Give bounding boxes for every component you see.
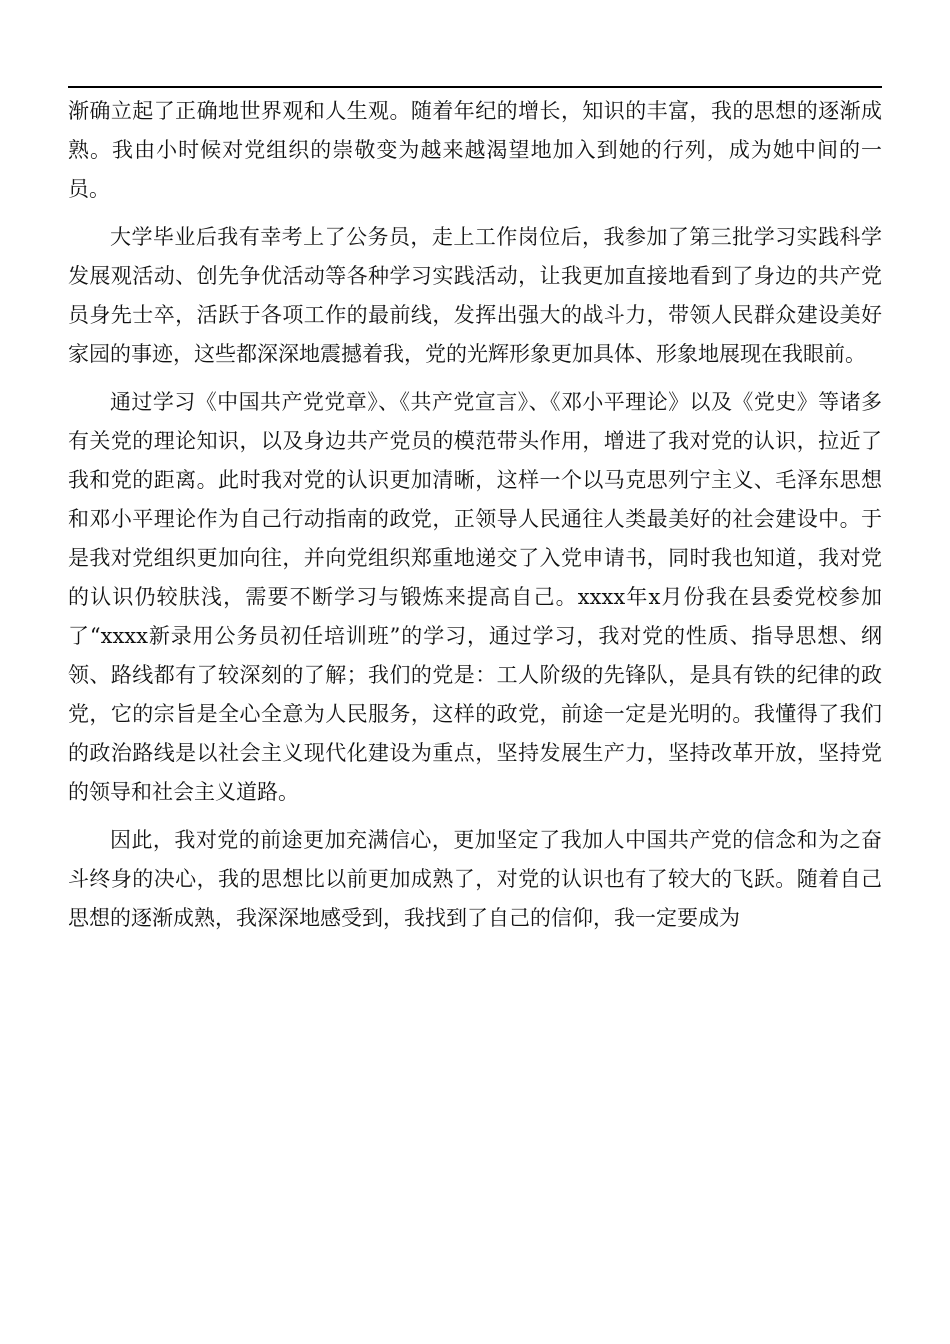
paragraph-party-study: 通过学习《中国共产党党章》、《共产党宣言》、《邓小平理论》以及《党史》等诸多有关党的理论知识，以及身边共产党员的模范带头作用，增进了我对党的认识，拉近了我和党的距离。此时我对党的认识更加清晰，这样一个以马克思列宁主义、毛泽东思想和邓小平理论作为自己行动指南的政党，正领导人民通往人类最美好的社会建设中。于是我对党组织更加向往，并向党组织郑重地递交了入党申请书，同时我也知道，我对党的认识仍较肤浅，需要不断学习与锻炼来提高自己。xxxx年x月份我在县委党校参加了“xxxx新录用公务员初任培训班”的学习，通过学习，我对党的性质、指导思想、纲领、路线都有了较深刻的了解；我们的党是：工人阶级的先锋队，是具有铁的纪律的政党，它的宗旨是全心全意为人民服务，这样的政党，前途一定是光明的。我懂得了我们的政治路线是以社会主义现代化建设为重点，坚持发展生产力，坚持改革开放，坚持党的领导和社会主义道路。 bbox=[68, 390, 882, 804]
paragraph-continuation: 渐确立起了正确地世界观和人生观。随着年纪的增长，知识的丰富，我的思想的逐渐成熟。我由小时候对党组织的崇敬变为越来越渴望地加入到她的行列，成为她中间的一员。 bbox=[68, 99, 882, 201]
paragraph-civil-service: 大学毕业后我有幸考上了公务员，走上工作岗位后，我参加了第三批学习实践科学发展观活动、创先争优活动等各种学习实践活动，让我更加直接地看到了身边的共产党员身先士卒，活跃于各项工作的最前线，发挥出强大的战斗力，带领人民群众建设美好家园的事迹，这些都深深地震撼着我，党的光辉形象更加具体、形象地展现在我眼前。 bbox=[68, 225, 882, 366]
header-rule bbox=[68, 86, 882, 88]
document-body bbox=[68, 92, 882, 947]
paragraph-conviction: 因此，我对党的前途更加充满信心，更加坚定了我加人中国共产党的信念和为之奋斗终身的决心，我的思想比以前更加成熟了，对党的认识也有了较大的飞跃。随着自己思想的逐渐成熟，我深深地感受到，我找到了自己的信仰，我一定要成为 bbox=[68, 828, 882, 930]
